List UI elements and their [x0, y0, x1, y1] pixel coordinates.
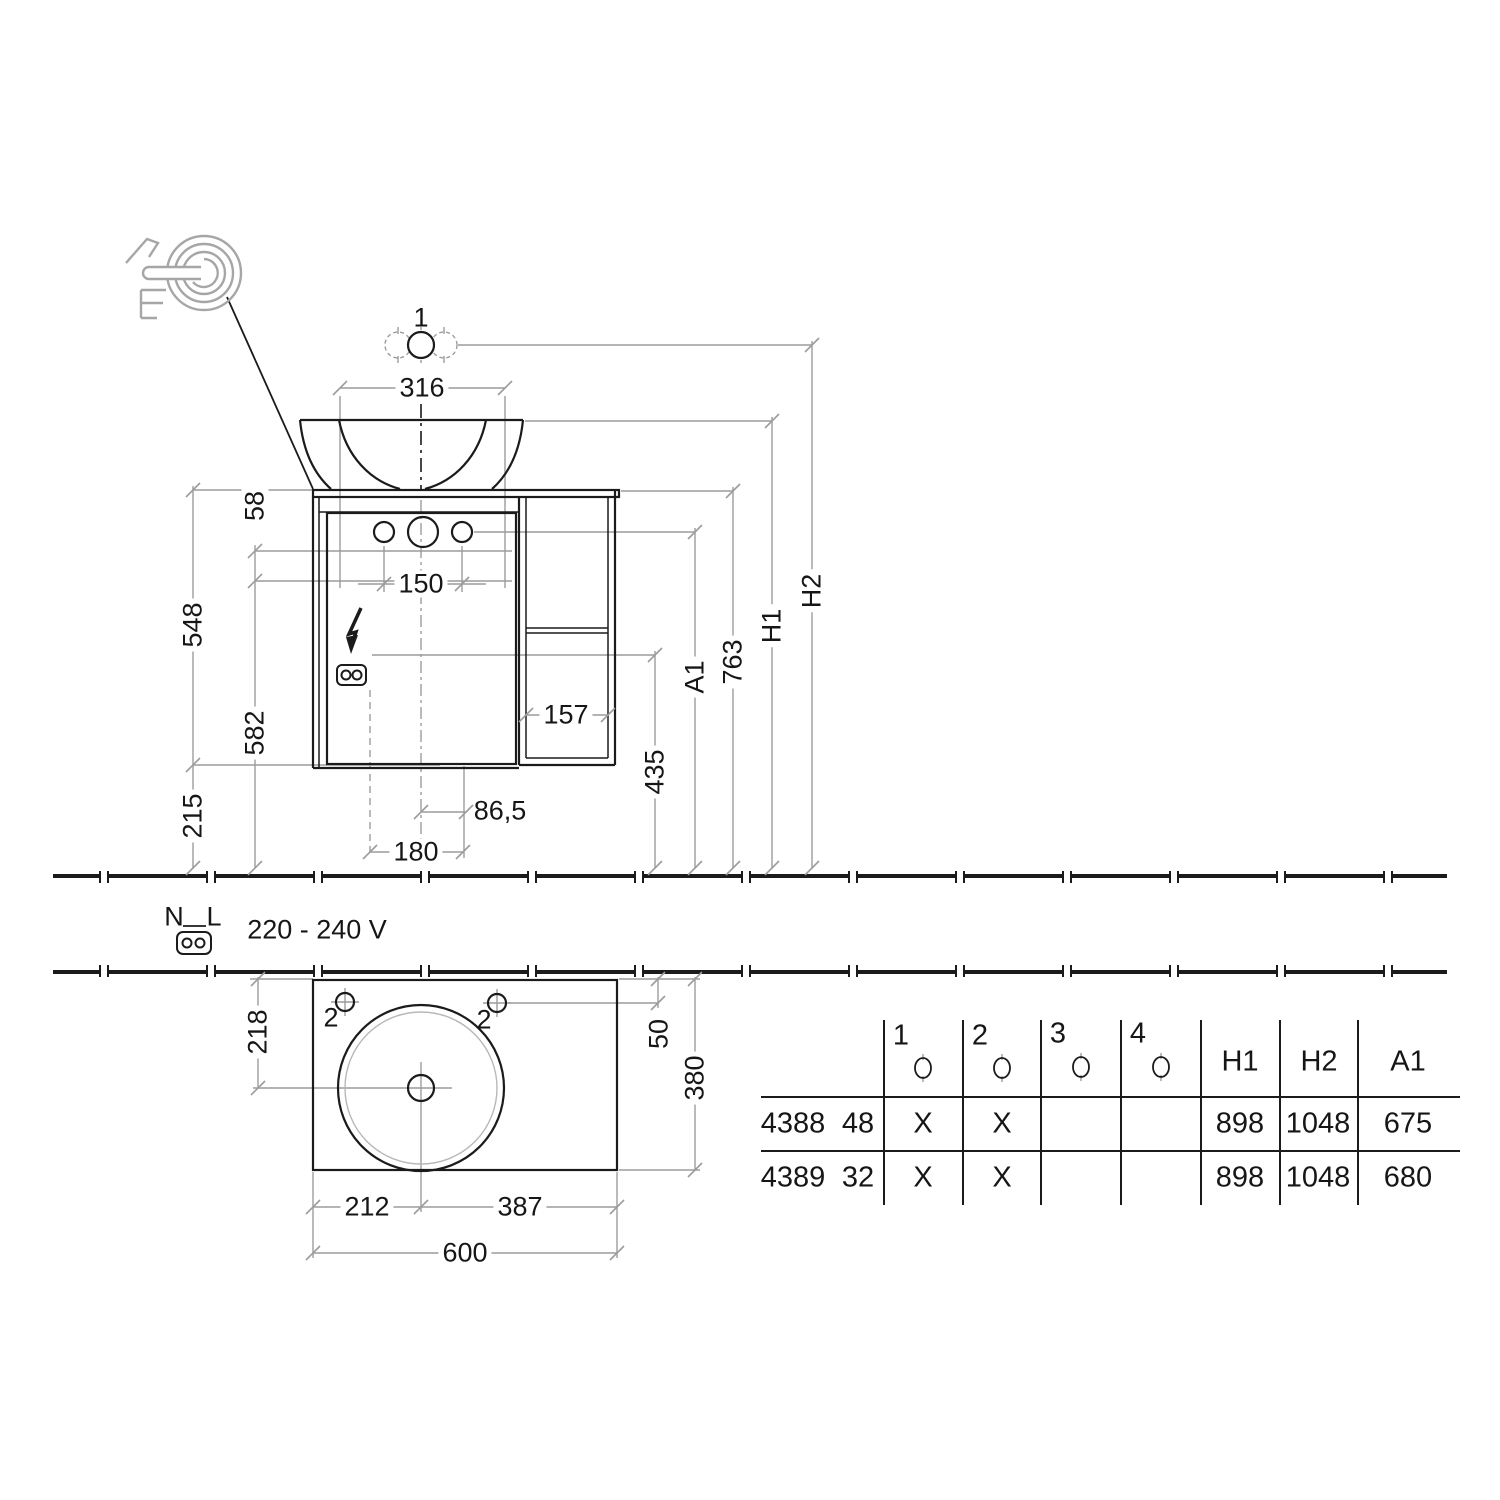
dim-387-label: 387	[493, 1194, 546, 1221]
dim-548-label: 548	[180, 598, 207, 651]
neutral-label: N	[164, 901, 184, 932]
dim-180-label: 180	[389, 839, 442, 866]
dim-380-label: 380	[682, 1051, 709, 1104]
dim-basin-width-label: 316	[395, 375, 448, 402]
line-label: L	[206, 901, 222, 932]
dim-435-label: 435	[642, 745, 669, 798]
dim-763-label: 763	[720, 635, 747, 688]
table-col-3-header: 3	[1049, 1017, 1067, 1050]
table-row1-H2: 1048	[1285, 1107, 1351, 1140]
dim-50-label: 50	[643, 1018, 674, 1050]
lightning-icon	[346, 608, 361, 654]
dim-hole-spacing-label: 150	[394, 571, 447, 598]
dimension-lines	[193, 327, 1161, 1258]
table-row1-variant: 48	[841, 1107, 875, 1140]
dim-H2-label: H2	[799, 570, 826, 613]
voltage-label: 220 - 240 V	[247, 914, 387, 945]
table-col-A1-header: A1	[1390, 1045, 1426, 1078]
table-row1-tap2: X	[992, 1107, 1012, 1140]
dim-212-label: 212	[340, 1194, 393, 1221]
table-row2-A1: 680	[1383, 1161, 1433, 1194]
dim-A1-label: A1	[682, 656, 709, 697]
table-row1-A1: 675	[1383, 1107, 1433, 1140]
table-col-2-header: 2	[971, 1019, 989, 1052]
dim-86-5-label: 86,5	[473, 795, 527, 826]
tap-position-2-label-right: 2	[476, 1004, 492, 1035]
socket-icon	[337, 665, 366, 685]
dim-600-label: 600	[438, 1240, 491, 1267]
table-row1-article: 4388	[760, 1107, 826, 1140]
table-col-1-header: 1	[892, 1019, 910, 1052]
dim-582-label: 582	[242, 706, 269, 759]
tap-position-2-label-left: 2	[323, 1002, 339, 1033]
wall-break-upper	[53, 871, 1447, 883]
table-col-H1-header: H1	[1221, 1045, 1259, 1078]
table-row2-article: 4389	[760, 1161, 826, 1194]
table-row2-variant: 32	[841, 1161, 875, 1194]
dim-215-label: 215	[180, 789, 207, 842]
plan-view	[313, 980, 617, 1171]
table-row2-H2: 1048	[1285, 1161, 1351, 1194]
dim-shelf-width-label: 157	[539, 702, 592, 729]
table-row1-tap1: X	[913, 1107, 933, 1140]
table-col-H2-header: H2	[1300, 1045, 1338, 1078]
table-row2-tap2: X	[992, 1161, 1012, 1194]
dim-218-label: 218	[245, 1005, 272, 1058]
table-row2-tap1: X	[913, 1161, 933, 1194]
table-row2-H1: 898	[1215, 1161, 1265, 1194]
dim-58-label: 58	[242, 487, 269, 525]
dim-H1-label: H1	[759, 605, 786, 648]
table-col-4-header: 4	[1129, 1017, 1147, 1050]
tap-position-1-label: 1	[413, 302, 429, 333]
drain-swirl-icon	[126, 236, 241, 318]
table-row1-H1: 898	[1215, 1107, 1265, 1140]
